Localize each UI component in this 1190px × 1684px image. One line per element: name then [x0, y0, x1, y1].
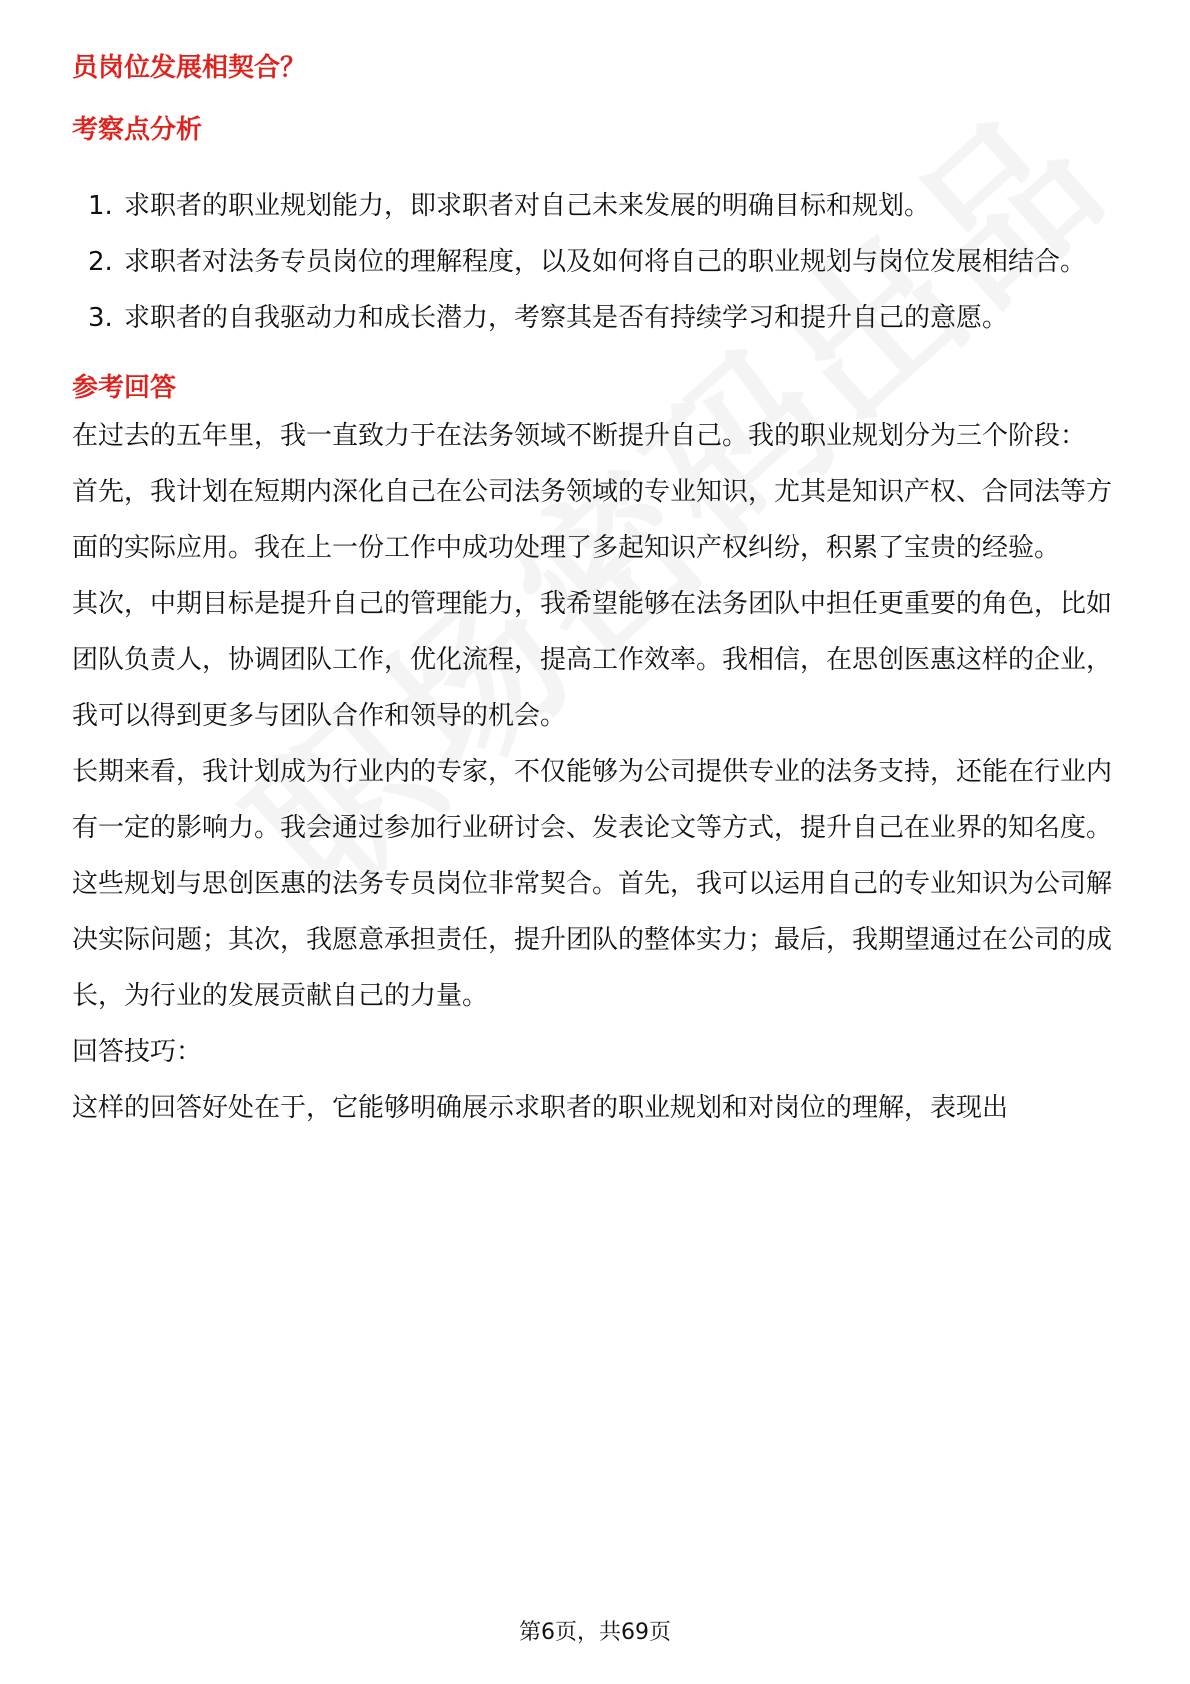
list-item	[72, 290, 1118, 346]
list-item	[72, 178, 1118, 234]
answer-paragraph-short-term: 首先，我计划在短期内深化自己在公司法务领域的专业知识，尤其是知识产权、合同法等方面的实际应用。我在上一份工作中成功处理了多起知识产权纠纷，积累了宝贵的经验。	[72, 477, 1113, 563]
list-number: 2.	[88, 247, 113, 277]
list-item-text: 求职者对法务专员岗位的理解程度，以及如何将自己的职业规划与岗位发展相结合。	[124, 247, 1087, 277]
list-item-text: 求职者的职业规划能力，即求职者对自己未来发展的明确目标和规划。	[124, 191, 931, 221]
page-number: 第6页，共69页	[519, 1620, 671, 1645]
list-item-text: 求职者的自我驱动力和成长潜力，考察其是否有持续学习和提升自己的意愿。	[124, 303, 1009, 333]
answer-heading: 参考回答	[72, 373, 177, 403]
analysis-heading: 考察点分析	[72, 115, 203, 145]
answer-paragraph-intro: 在过去的五年里，我一直致力于在法务领域不断提升自己。我的职业规划分为三个阶段：	[72, 421, 1087, 451]
list-number: 1.	[88, 191, 113, 221]
tips-paragraph: 这样的回答好处在于，它能够明确展示求职者的职业规划和对岗位的理解，表现出	[72, 1093, 1009, 1123]
page-content	[72, 48, 1118, 1136]
analysis-points-list	[72, 178, 1118, 346]
list-item	[72, 234, 1118, 290]
list-number: 3.	[88, 303, 113, 333]
answer-paragraph-fit: 这些规划与思创医惠的法务专员岗位非常契合。首先，我可以运用自己的专业知识为公司解决实际问题；其次，我愿意承担责任，提升团队的整体实力；最后，我期望通过在公司的成长，为行业的发展贡献自己的力量。	[72, 869, 1113, 1011]
answer-paragraph-long-term: 长期来看，我计划成为行业内的专家，不仅能够为公司提供专业的法务支持，还能在行业内有一定的影响力。我会通过参加行业研讨会、发表论文等方式，提升自己在业界的知名度。	[72, 757, 1113, 843]
question-heading-tail: 员岗位发展相契合？	[72, 53, 307, 83]
tips-label: 回答技巧：	[72, 1037, 203, 1067]
answer-paragraph-mid-term: 其次，中期目标是提升自己的管理能力，我希望能够在法务团队中担任更重要的角色，比如团队负责人，协调团队工作，优化流程，提高工作效率。我相信，在思创医惠这样的企业，我可以得到更多与团队合作和领导的机会。	[72, 589, 1113, 731]
